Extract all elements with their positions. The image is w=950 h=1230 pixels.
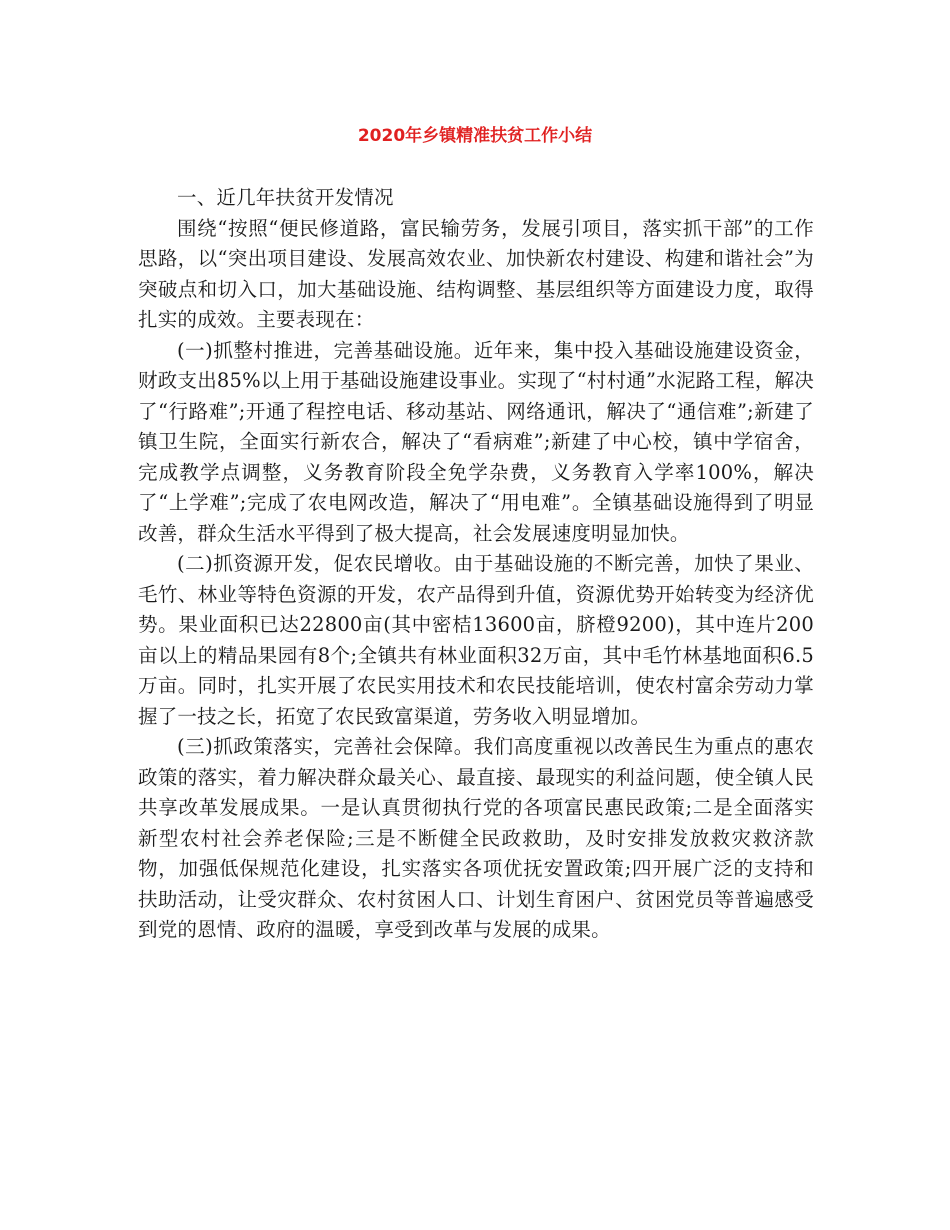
section-heading: 一、近几年扶贫开发情况 [177, 186, 394, 209]
paragraph-infrastructure: (一)抓整村推进，完善基础设施。近年来，集中投入基础设施建设资金，财政支出85%以上用于基础设施建设事业。实现了“村村通”水泥路工程，解决了“行路难”;开通了程控电话、移动基站、网络通讯，解决了“通信难”;新建了镇卫生院，全面实行新农合，解决了“看病难”;新建了中心校，镇中学宿舍，完成教学点调整，义务教育阶段全免学杂费，义务教育入学率100%，解决了“上学难”;完成了农电网改造，解决了“用电难”。全镇基础设施得到了明显改善，群众生活水平得到了极大提高，社会发展速度明显加快。 [138, 338, 814, 545]
paragraph-policy: (三)抓政策落实，完善社会保障。我们高度重视以改善民生为重点的惠农政策的落实，着力解决群众最关心、最直接、最现实的利益问题，使全镇人民共享改革发展成果。一是认真贯彻执行党的各项富民惠民政策;二是全面落实新型农村社会养老保险;三是不断健全民政救助，及时安排发放救灾救济款物，加强低保规范化建设，扎实落实各项优抚安置政策;四开展广泛的支持和扶助活动，让受灾群众、农村贫困人口、计划生育困户、贫困党员等普遍感受到党的恩情、政府的温暖，享受到改革与发展的成果。 [138, 735, 814, 941]
paragraph-resources: (二)抓资源开发，促农民增收。由于基础设施的不断完善，加快了果业、毛竹、林业等特色资源的开发，农产品得到升值，资源优势开始转变为经济优势。果业面积已达22800亩(其中密桔13600亩，脐橙9200)，其中连片200亩以上的精品果园有8个;全镇共有林业面积32万亩，其中毛竹林基地面积6.5万亩。同时，扎实开展了农民实用技术和农民技能培训，使农村富余劳动力掌握了一技之长，拓宽了农民致富渠道，劳务收入明显增加。 [138, 552, 814, 728]
document-title: 2020年乡镇精准扶贫工作小结 [357, 126, 593, 146]
paragraph-intro: 围绕“按照“便民修道路，富民输劳务，发展引项目，落实抓干部”的工作思路，以“突出项目建设、发展高效农业、加快新农村建设、构建和谐社会”为突破点和切入口，加大基础设施、结构调整、基层组织等方面建设力度，取得扎实的成效。主要表现在： [138, 216, 814, 331]
document-body [138, 183, 814, 946]
